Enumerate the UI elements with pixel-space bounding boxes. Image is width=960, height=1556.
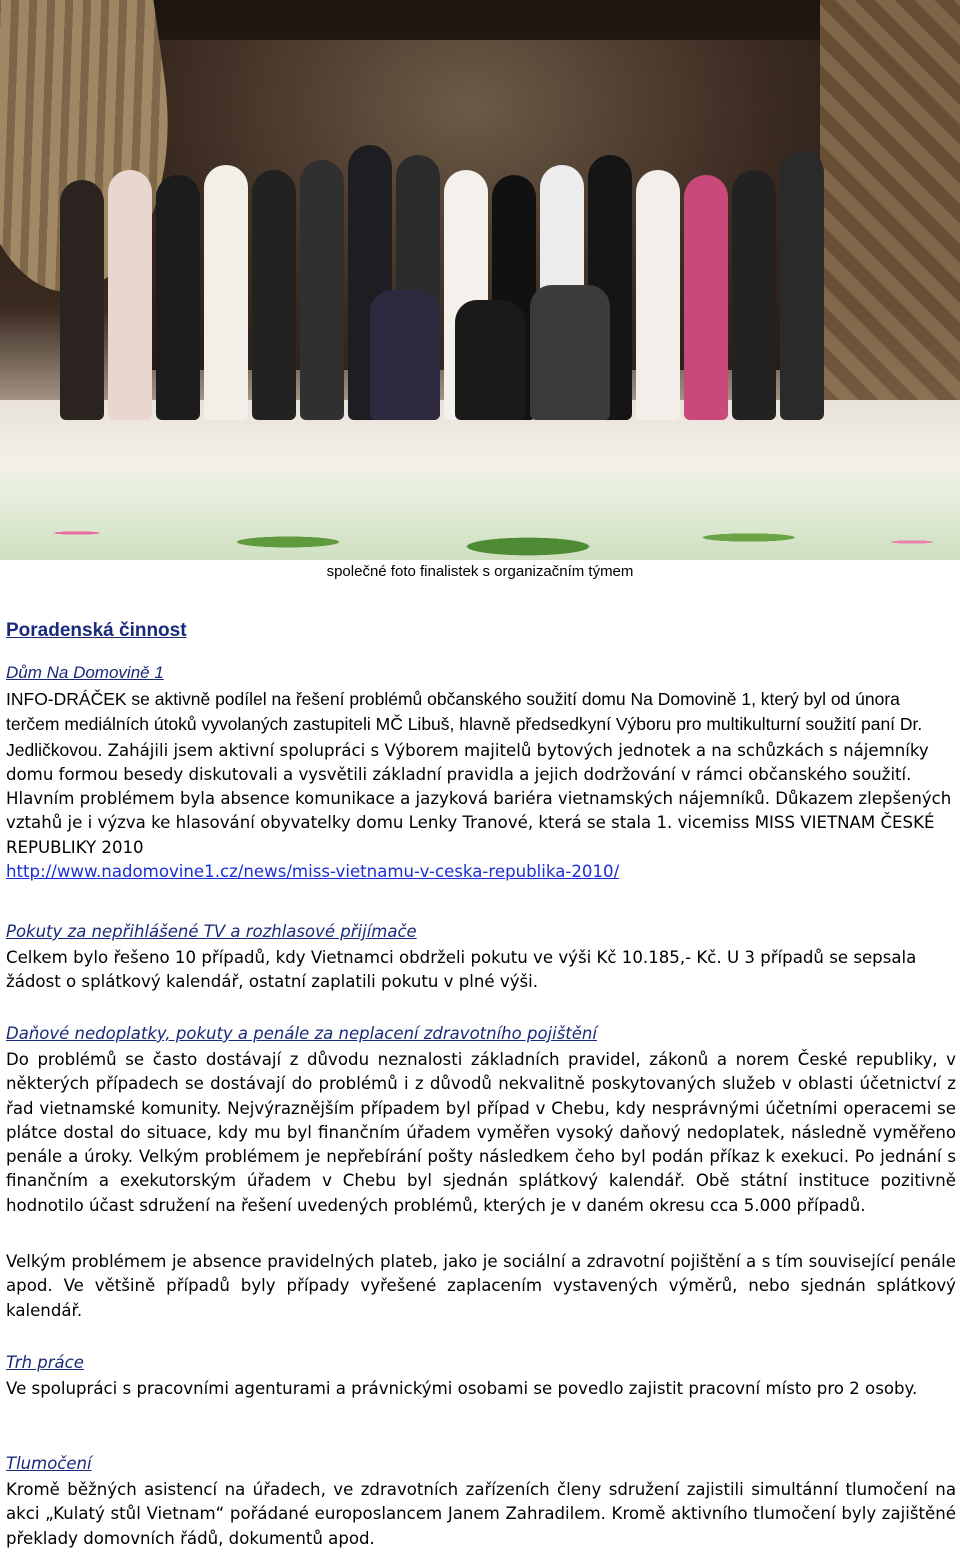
heading-tlumoceni: Tlumočení [6, 1454, 92, 1473]
paragraph-danove-1: Do problémů se často dostávají z důvodu neznalosti základních pravidel, zákonů a norem České republiky, v některých případech se dostávají do problémů i z důvodů nekvalitně poskytovaných služeb v oblasti účetnictví z řad vietnamské komunity. Nejvýraznějším případem byl případ v Chebu, kdy nesprávnými účetními operacemi se plátce dostal do situace, kdy mu byl finančním úřadem vyměřen vysoký daňový nedoplatek, následně vyměřeno penále a úroky. Velkým problémem je nepřebírání pošty následkem čeho byl podán příkaz k exekuci. Po jednání s finančním a exekutorským úřadem v Chebu byl sjednán splátkový kalendář. Obě státní instituce pozitivně hodnotilo účast sdružení na řešení uvedených problémů, kterých je v daném okresu cca 5.000 případů. [6, 1050, 956, 1215]
paragraph-domovine-rest: Zahájili jsem aktivní spolupráci s Výborem majitelů bytových jednotek a na schůzkách s nájemníky domu formou besedy diskutovali a vysvětili základní pravidla a jejich dodržování v rámci občanského soužití. Hlavním problémem byla absence komunikace a jazyková bariéra vietnamských nájemníků. Důkazem zlepšených vztahů je i výzva ke hlasování obyvatelky domu Lenky Tranové, která se stala 1. vicemiss MISS VIETNAM ČESKÉ REPUBLIKY 2010 [6, 740, 952, 857]
lotus-decoration [0, 470, 960, 560]
group-photo-image [60, 120, 880, 420]
group-photo [0, 0, 960, 560]
nadomovine-link[interactable]: http://www.nadomovine1.cz/news/miss-vietnamu-v-ceska-republika-2010/ [6, 862, 620, 882]
heading-domovine: Dům Na Domovině 1 [6, 663, 164, 682]
paragraph-danove-2: Velkým problémem je absence pravidelných plateb, jako je sociální a zdravotní pojištění a s tím související penále apod. Ve většině případů byly případy vyřešené zaplacením vystavených výměrů, nebo sjednán splátkový kalendář. [6, 1252, 956, 1320]
section-title: Poradenská činnost [6, 620, 187, 641]
paragraph-tlumoceni: Kromě běžných asistencí na úřadech, ve zdravotních zařízeních členy sdružení zajistili simultánní tlumočení na akci „Kulatý stůl Vietnam“ pořádané europoslancem Janem Zahradilem. Kromě aktivního tlumočení byly zajištěné překlady domovních řádů, dokumentů apod. [6, 1480, 956, 1548]
paragraph-domovine-arial: INFO-DRÁČEK se aktivně podílel na řešení problémů občanského soužití domu Na Domovině 1, který byl od února terčem mediálních útoků vyvolaných zastupiteli MČ Libuš, hlavně předsedkyní Výboru pro multikulturní soužití paní Dr. Jedličkovou. [6, 689, 923, 760]
photo-caption: společné foto finalistek s organizačním týmem [326, 563, 634, 580]
paragraph-domovine [6, 687, 956, 884]
heading-trh: Trh práce [6, 1353, 84, 1372]
heading-pokuty: Pokuty za nepřihlášené TV a rozhlasové přijímače [6, 922, 417, 941]
paragraph-trh: Ve spolupráci s pracovními agenturami a právnickými osobami se povedlo zajistit pracovní místo pro 2 osoby. [6, 1379, 918, 1398]
paragraph-pokuty: Celkem bylo řešeno 10 případů, kdy Vietnamci obdrželi pokutu ve výši Kč 10.185,- Kč. U 3 případů se sepsala žádost o splátkový kalendář, ostatní zaplatili pokutu v plné výši. [6, 948, 917, 992]
heading-danove: Daňové nedoplatky, pokuty a penále za neplacení zdravotního pojištění [6, 1024, 597, 1043]
